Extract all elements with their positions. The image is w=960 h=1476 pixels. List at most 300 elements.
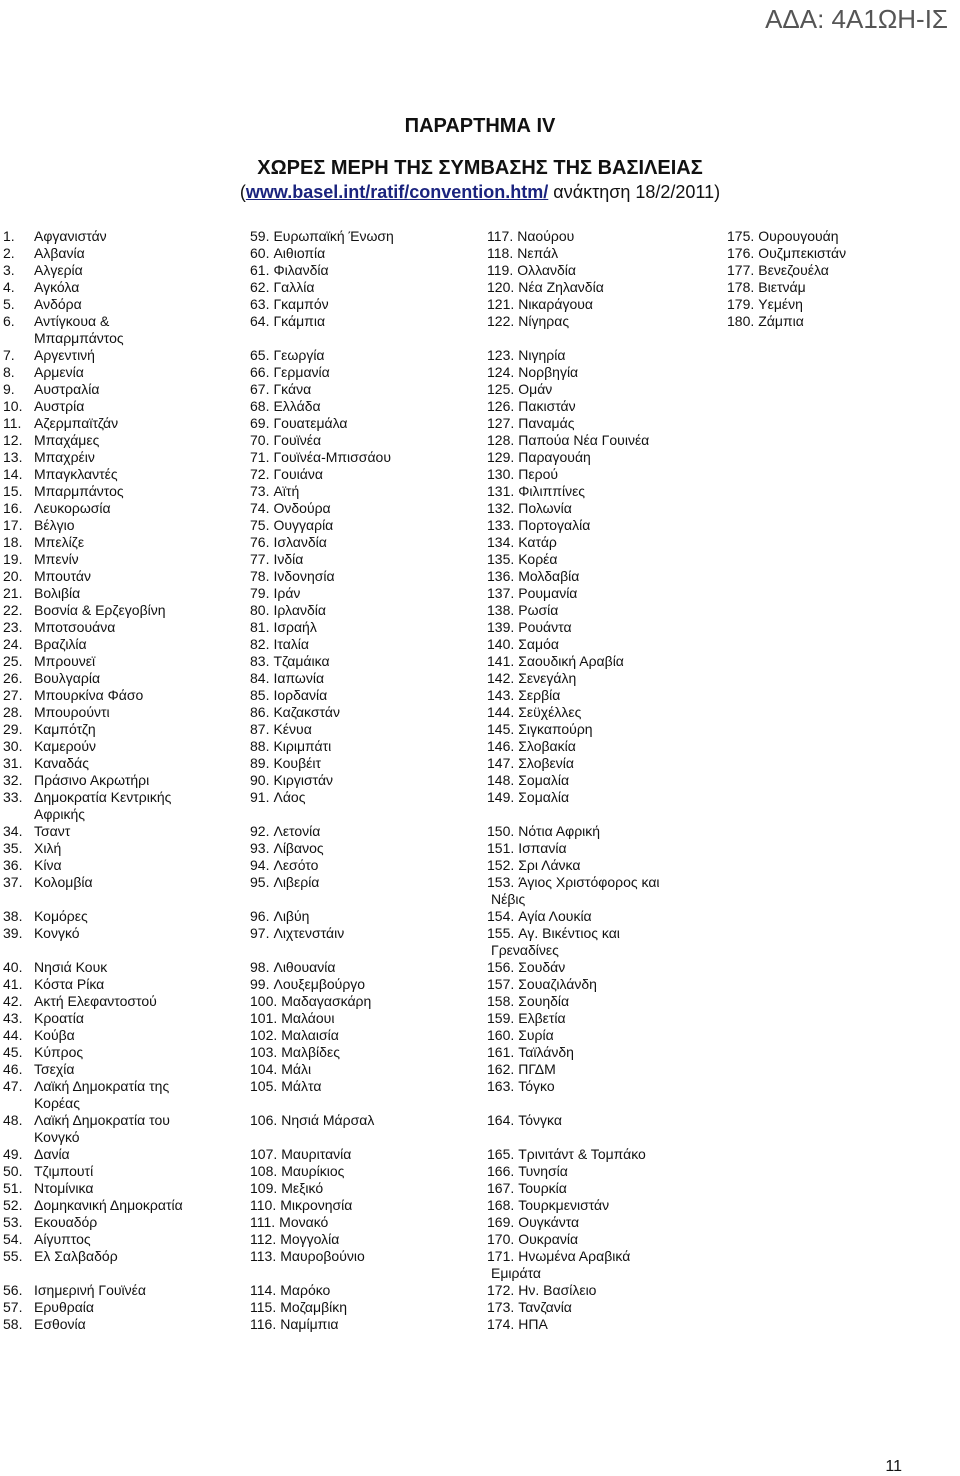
list-item	[487, 517, 717, 534]
item-number: 151.	[487, 840, 515, 856]
country-name: Αφγανιστάν	[34, 228, 107, 244]
list-item	[250, 568, 475, 585]
item-number: 83.	[250, 653, 270, 669]
country-name: Άγιος Χριστόφορος και	[518, 874, 660, 890]
item-number: 87.	[250, 721, 270, 737]
list-item	[487, 534, 717, 551]
item-number: 32.	[3, 772, 23, 788]
country-name: Νιγηρία	[518, 347, 566, 363]
item-number: 71.	[250, 449, 270, 465]
country-name: Νορβηγία	[518, 364, 579, 380]
country-name: Μαλάουι	[281, 1010, 335, 1026]
country-name: Αζερμπαϊτζάν	[34, 415, 119, 431]
list-item	[250, 840, 475, 857]
list-item	[3, 704, 238, 721]
list-item	[3, 908, 238, 925]
country-name: Σουαζιλάνδη	[518, 976, 597, 992]
list-item	[487, 432, 717, 449]
basel-convention-link[interactable]: www.basel.int/ratif/convention.htm/	[245, 182, 549, 202]
item-number: 54.	[3, 1231, 23, 1247]
country-name: Κορέας	[34, 1095, 80, 1111]
list-item	[250, 1282, 475, 1299]
list-item	[3, 840, 238, 857]
list-item	[3, 296, 238, 313]
item-number: 38.	[3, 908, 23, 924]
list-item	[487, 721, 717, 738]
country-name: Λαϊκή Δημοκρατία της	[34, 1078, 170, 1094]
item-number: 92.	[250, 823, 270, 839]
list-item	[487, 1282, 717, 1299]
list-item	[3, 449, 238, 466]
item-number: 40.	[3, 959, 23, 975]
item-number: 121.	[487, 296, 515, 312]
list-item	[250, 381, 475, 398]
country-name: Σουηδία	[518, 993, 570, 1009]
list-item	[250, 432, 475, 449]
country-name: Μαλβίδες	[281, 1044, 340, 1060]
country-name: Ισραήλ	[273, 619, 317, 635]
item-number: 174.	[487, 1316, 515, 1332]
list-item	[250, 500, 475, 517]
country-name: Αντίγκουα &	[34, 313, 110, 329]
country-name: Δομηκανική Δημοκρατία	[34, 1197, 183, 1213]
item-number: 9.	[3, 381, 15, 397]
country-name: Κύπρος	[34, 1044, 84, 1060]
list-item	[487, 1231, 717, 1248]
item-number: 45.	[3, 1044, 23, 1060]
item-number: 93.	[250, 840, 270, 856]
country-name: Ελλάδα	[273, 398, 321, 414]
country-name: Αγία Λουκία	[518, 908, 592, 924]
country-name: Σουδάν	[518, 959, 566, 975]
list-item	[3, 432, 238, 449]
list-item	[487, 687, 717, 704]
item-number: 56.	[3, 1282, 23, 1298]
list-item	[3, 415, 238, 432]
list-item	[487, 279, 717, 296]
list-spacer	[3, 942, 238, 959]
list-item	[487, 228, 717, 245]
list-spacer	[487, 1129, 717, 1146]
item-number: 166.	[487, 1163, 515, 1179]
item-number: 34.	[3, 823, 23, 839]
list-item	[487, 1197, 717, 1214]
item-number: 91.	[250, 789, 270, 805]
item-number: 85.	[250, 687, 270, 703]
list-item	[250, 1112, 475, 1129]
item-number: 156.	[487, 959, 515, 975]
list-item	[487, 1299, 717, 1316]
item-number: 24.	[3, 636, 23, 652]
list-item	[250, 908, 475, 925]
list-item	[487, 483, 717, 500]
item-number: 50.	[3, 1163, 23, 1179]
item-number: 75.	[250, 517, 270, 533]
list-item	[250, 857, 475, 874]
country-name: Μπρουνεϊ	[34, 653, 96, 669]
list-item	[3, 1231, 238, 1248]
item-number: 55.	[3, 1248, 23, 1264]
item-number: 95.	[250, 874, 270, 890]
item-number: 17.	[3, 517, 23, 533]
country-name: Γερμανία	[273, 364, 330, 380]
list-item	[3, 1010, 238, 1027]
list-item	[3, 602, 238, 619]
country-name: Μπουτάν	[34, 568, 91, 584]
list-item	[487, 1010, 717, 1027]
item-number: 144.	[487, 704, 515, 720]
list-item	[250, 585, 475, 602]
country-name: Ανδόρα	[34, 296, 82, 312]
list-item	[250, 925, 475, 942]
list-item	[487, 891, 717, 908]
list-item	[3, 585, 238, 602]
list-item	[487, 551, 717, 568]
list-item	[250, 1299, 475, 1316]
item-number: 76.	[250, 534, 270, 550]
country-name: Τυνησία	[518, 1163, 568, 1179]
ada-code: ΑΔΑ: 4Α1ΩΗ-ΙΣ	[765, 4, 948, 34]
item-number: 61.	[250, 262, 270, 278]
item-number: 12.	[3, 432, 23, 448]
country-name: Σομαλία	[518, 772, 570, 788]
country-name: Μαυροβούνιο	[280, 1248, 365, 1264]
country-name: Αυστραλία	[34, 381, 100, 397]
list-item	[487, 1061, 717, 1078]
list-item	[250, 296, 475, 313]
list-item	[487, 296, 717, 313]
list-item	[3, 1112, 238, 1129]
country-name: Ιταλία	[273, 636, 309, 652]
list-item	[250, 636, 475, 653]
item-number: 140.	[487, 636, 515, 652]
country-name: Τανζανία	[518, 1299, 572, 1315]
country-name: Μπουρούντι	[34, 704, 110, 720]
item-number: 62.	[250, 279, 270, 295]
item-number: 111.	[250, 1214, 276, 1230]
list-item	[250, 823, 475, 840]
country-name: Μαδαγασκάρη	[281, 993, 372, 1009]
list-item	[250, 415, 475, 432]
item-number: 8.	[3, 364, 15, 380]
item-number: 152.	[487, 857, 515, 873]
country-name: Βουλγαρία	[34, 670, 101, 686]
list-item	[727, 245, 957, 262]
item-number: 42.	[3, 993, 23, 1009]
item-number: 26.	[3, 670, 23, 686]
country-name: Ρουμανία	[518, 585, 578, 601]
item-number: 97.	[250, 925, 270, 941]
list-item	[3, 262, 238, 279]
country-name: Νικαράγουα	[518, 296, 593, 312]
country-name: Κολομβία	[34, 874, 93, 890]
item-number: 3.	[3, 262, 15, 278]
country-name: Τόνγκα	[518, 1112, 562, 1128]
item-number: 161.	[487, 1044, 515, 1060]
item-number: 25.	[3, 653, 23, 669]
list-item	[487, 1146, 717, 1163]
item-number: 100.	[250, 993, 278, 1009]
list-item	[487, 908, 717, 925]
country-name: Κομόρες	[34, 908, 88, 924]
country-name: Λιβερία	[273, 874, 320, 890]
list-spacer	[250, 891, 475, 908]
country-name: Σλοβακία	[518, 738, 576, 754]
country-name: Λάος	[273, 789, 306, 805]
country-name: Ουζμπεκιστάν	[758, 245, 847, 261]
list-item	[3, 1163, 238, 1180]
item-number: 170.	[487, 1231, 515, 1247]
country-name: Ιρλανδία	[273, 602, 326, 618]
list-spacer	[250, 1095, 475, 1112]
country-name: Αλβανία	[34, 245, 85, 261]
list-item	[250, 262, 475, 279]
list-item	[250, 1214, 475, 1231]
item-number: 102.	[250, 1027, 278, 1043]
list-item	[3, 976, 238, 993]
item-number: 119.	[487, 262, 514, 278]
list-item	[3, 228, 238, 245]
list-item	[3, 772, 238, 789]
item-number: 10.	[3, 398, 23, 414]
list-item	[250, 517, 475, 534]
country-name: Λαϊκή Δημοκρατία του	[34, 1112, 170, 1128]
country-name: Μπαχάμες	[34, 432, 100, 448]
list-item	[3, 653, 238, 670]
country-name: Λίβανος	[273, 840, 324, 856]
country-name: Ην. Βασίλειο	[518, 1282, 597, 1298]
item-number: 118.	[487, 245, 514, 261]
country-name: Νησιά Κουκ	[34, 959, 108, 975]
list-item	[487, 1265, 717, 1282]
item-number: 142.	[487, 670, 515, 686]
country-name: Κένυα	[273, 721, 312, 737]
list-item	[487, 381, 717, 398]
list-spacer	[250, 806, 475, 823]
country-name: Αγκόλα	[34, 279, 80, 295]
list-item	[3, 806, 238, 823]
country-name: Ελβετία	[518, 1010, 566, 1026]
item-number: 86.	[250, 704, 270, 720]
country-name: Γεωργία	[273, 347, 325, 363]
list-item	[487, 1248, 717, 1265]
list-item	[3, 1282, 238, 1299]
item-number: 135.	[487, 551, 515, 567]
country-name: Μολδαβία	[518, 568, 580, 584]
list-item	[250, 687, 475, 704]
page-title: ΧΩΡΕΣ ΜΕΡΗ ΤΗΣ ΣΥΜΒΑΣΗΣ ΤΗΣ ΒΑΣΙΛΕΙΑΣ	[257, 157, 703, 179]
item-number: 124.	[487, 364, 515, 380]
item-number: 52.	[3, 1197, 23, 1213]
item-number: 78.	[250, 568, 270, 584]
country-name: Ουκρανία	[518, 1231, 579, 1247]
country-name: Γουϊνέα	[273, 432, 322, 448]
list-item	[250, 959, 475, 976]
country-name: Σαουδική Αραβία	[518, 653, 624, 669]
country-name: Χιλή	[34, 840, 62, 856]
list-spacer	[250, 1265, 475, 1282]
list-item	[250, 347, 475, 364]
country-column-4	[727, 228, 957, 330]
item-number: 44.	[3, 1027, 23, 1043]
list-item	[487, 636, 717, 653]
item-number: 171.	[487, 1248, 515, 1264]
list-spacer	[3, 891, 238, 908]
list-item	[250, 1197, 475, 1214]
item-number: 68.	[250, 398, 270, 414]
country-name: Ισημερινή Γουϊνέα	[34, 1282, 146, 1298]
item-number: 47.	[3, 1078, 23, 1094]
country-name: Μάλτα	[281, 1078, 322, 1094]
list-spacer	[250, 330, 475, 347]
country-name: Βέλγιο	[34, 517, 75, 533]
country-name: Γουατεμάλα	[273, 415, 348, 431]
list-item	[487, 959, 717, 976]
list-item	[250, 313, 475, 330]
list-item	[250, 364, 475, 381]
item-number: 69.	[250, 415, 270, 431]
list-item	[487, 1078, 717, 1095]
list-item	[250, 653, 475, 670]
country-name: Σενεγάλη	[518, 670, 577, 686]
list-item	[487, 262, 717, 279]
item-number: 67.	[250, 381, 270, 397]
item-number: 49.	[3, 1146, 23, 1162]
list-item	[487, 347, 717, 364]
country-name: Σρι Λάνκα	[518, 857, 581, 873]
country-name: Ισπανία	[518, 840, 567, 856]
country-name: Γουιάνα	[273, 466, 323, 482]
country-name: Παπούα Νέα Γουινέα	[518, 432, 650, 448]
item-number: 30.	[3, 738, 23, 754]
country-name: Μπενίν	[34, 551, 79, 567]
list-item	[487, 1044, 717, 1061]
list-item	[3, 1027, 238, 1044]
country-name: Αρμενία	[34, 364, 84, 380]
list-item	[487, 857, 717, 874]
item-number: 167.	[487, 1180, 515, 1196]
list-item	[487, 415, 717, 432]
item-number: 74.	[250, 500, 270, 516]
item-number: 115.	[250, 1299, 277, 1315]
item-number: 106.	[250, 1112, 278, 1128]
country-name: Μαλαισία	[281, 1027, 339, 1043]
item-number: 59.	[250, 228, 270, 244]
country-name: Τουρκία	[518, 1180, 567, 1196]
item-number: 94.	[250, 857, 270, 873]
country-name: Ηνωμένα Αραβικά	[518, 1248, 631, 1264]
item-number: 60.	[250, 245, 270, 261]
item-number: 84.	[250, 670, 270, 686]
list-item	[487, 1163, 717, 1180]
list-spacer	[487, 330, 717, 347]
country-name: Κατάρ	[518, 534, 557, 550]
list-item	[487, 568, 717, 585]
list-item	[250, 551, 475, 568]
country-name: Εμιράτα	[491, 1265, 541, 1281]
list-item	[3, 1146, 238, 1163]
country-name: Αιθιοπία	[273, 245, 326, 261]
country-name: Μαρόκο	[280, 1282, 331, 1298]
item-number: 172.	[487, 1282, 515, 1298]
country-name: Ολλανδία	[517, 262, 576, 278]
item-number: 5.	[3, 296, 15, 312]
item-number: 104.	[250, 1061, 278, 1077]
item-number: 48.	[3, 1112, 23, 1128]
country-name: Κούβα	[34, 1027, 75, 1043]
item-number: 28.	[3, 704, 23, 720]
country-name: Ουγκάντα	[518, 1214, 580, 1230]
item-number: 165.	[487, 1146, 515, 1162]
country-name: Τζαμάικα	[273, 653, 330, 669]
item-number: 169.	[487, 1214, 515, 1230]
list-item	[3, 789, 238, 806]
country-name: Τόγκο	[518, 1078, 555, 1094]
list-item	[3, 534, 238, 551]
list-item	[487, 976, 717, 993]
list-item	[250, 483, 475, 500]
list-item	[487, 942, 717, 959]
item-number: 63.	[250, 296, 270, 312]
item-number: 129.	[487, 449, 515, 465]
list-item	[3, 245, 238, 262]
item-number: 134.	[487, 534, 515, 550]
list-item	[727, 228, 957, 245]
list-item	[3, 755, 238, 772]
item-number: 173.	[487, 1299, 515, 1315]
country-name: Βοσνία & Ερζεγοβίνη	[34, 602, 166, 618]
list-item	[3, 313, 238, 330]
country-name: Μογγολία	[280, 1231, 340, 1247]
country-name: Βιετνάμ	[758, 279, 806, 295]
list-item	[487, 789, 717, 806]
list-item	[487, 398, 717, 415]
country-name: Γκαμπόν	[273, 296, 329, 312]
item-number: 16.	[3, 500, 23, 516]
item-number: 46.	[3, 1061, 23, 1077]
country-name: Κορέα	[518, 551, 558, 567]
item-number: 99.	[250, 976, 270, 992]
country-name: Ζάμπια	[758, 313, 804, 329]
list-item	[487, 704, 717, 721]
list-item	[3, 517, 238, 534]
country-name: Σαμόα	[518, 636, 559, 652]
item-number: 168.	[487, 1197, 515, 1213]
country-name: Μπαρμπάντος	[34, 483, 124, 499]
item-number: 29.	[3, 721, 23, 737]
country-name: Σομαλία	[518, 789, 570, 805]
country-name: Τρινιτάντ & Τομπάκο	[518, 1146, 646, 1162]
item-number: 112.	[250, 1231, 277, 1247]
list-item	[487, 585, 717, 602]
country-name: Τσαντ	[34, 823, 71, 839]
item-number: 33.	[3, 789, 23, 805]
item-number: 53.	[3, 1214, 23, 1230]
country-name: Νησιά Μάρσαλ	[281, 1112, 375, 1128]
item-number: 72.	[250, 466, 270, 482]
country-name: Λουξεμβούργο	[273, 976, 366, 992]
list-item	[487, 670, 717, 687]
country-name: Εκουαδόρ	[34, 1214, 98, 1230]
country-name: Μπαγκλαντές	[34, 466, 118, 482]
item-number: 51.	[3, 1180, 23, 1196]
item-number: 137.	[487, 585, 515, 601]
country-name: Αφρικής	[34, 806, 86, 822]
item-number: 176.	[727, 245, 755, 261]
list-item	[3, 721, 238, 738]
country-name: Λιχτενστάιν	[273, 925, 345, 941]
list-item	[250, 1044, 475, 1061]
